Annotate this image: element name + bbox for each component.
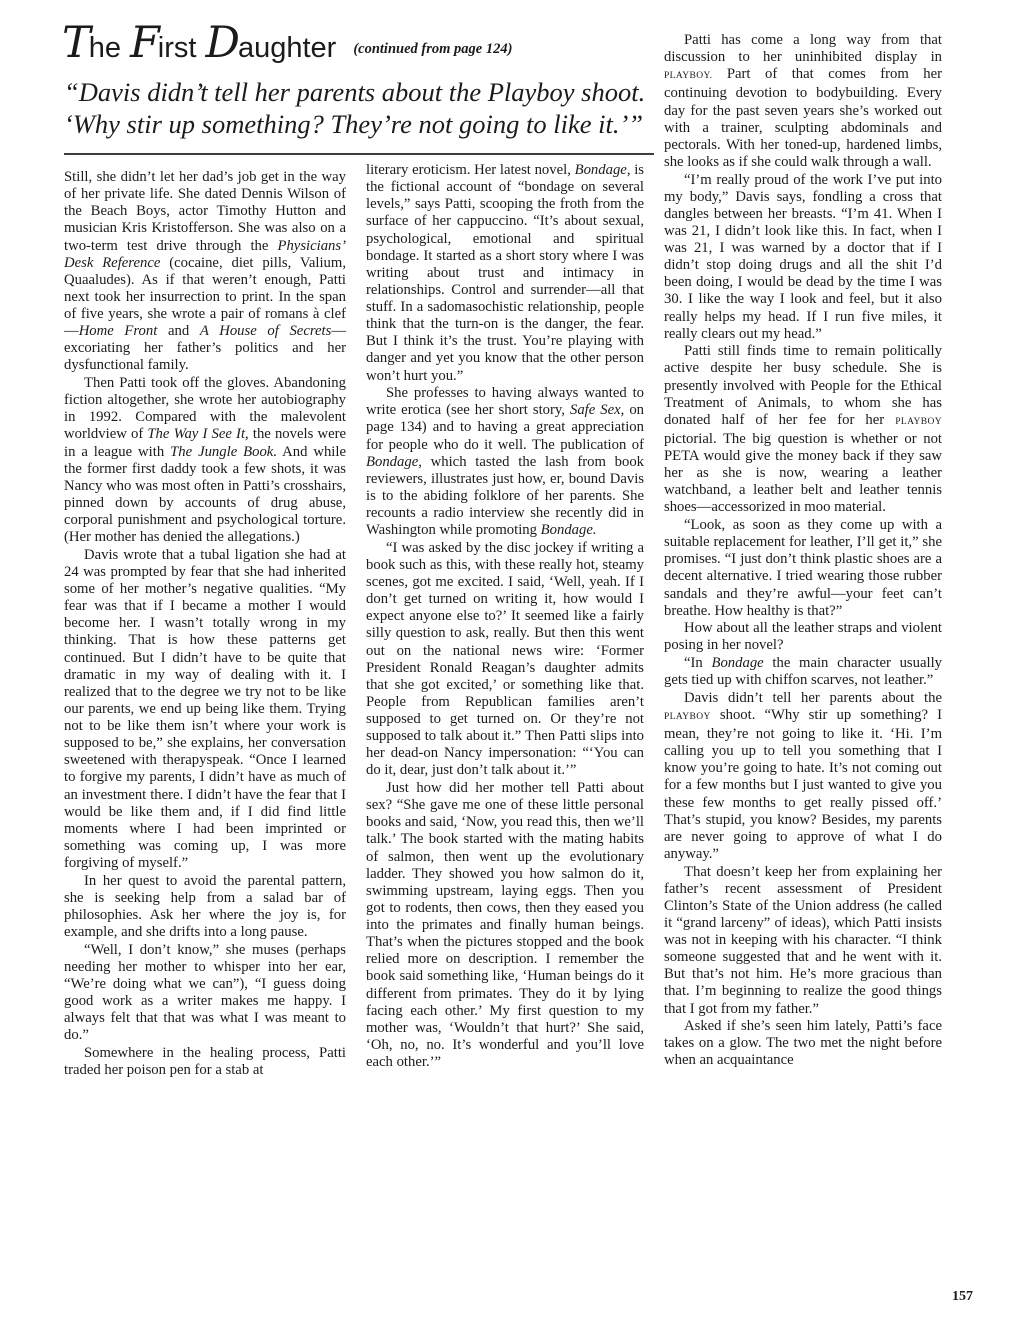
continued-note: (continued from page 124)	[353, 41, 513, 57]
paragraph: Then Patti took off the gloves. Abandoning fiction altogether, she wrote her autobiography in 1992. Compared with the malevolent worldview of The Way I See It, the novels were in a league with The Jungle Book. And while the former first daddy took a few shots, it was Nancy who was most often in Patti’s crosshairs, pinned down by accounts of drug abuse, corporal punishment and psychological torture. (Her mother has denied the allegations.)	[64, 375, 346, 546]
title-word-aughter: aughter	[237, 32, 337, 64]
column-3	[664, 32, 942, 1070]
article-title	[62, 18, 642, 68]
paragraph: “Well, I don’t know,” she muses (perhaps needing her mother to whisper into her ear, “We’re doing what we can”), “I guess doing good work as a writer makes me happy. I always felt that that was what I was meant to do.”	[64, 941, 346, 1044]
paragraph: “Look, as soon as they come up with a suitable replacement for leather, I’ll get it,” she promises. “I just don’t think plastic shoes are a decent alternative. I tried wearing those rubber sandals and they’re awful—your feet can’t breathe. How healthy is that?”	[664, 517, 942, 619]
paragraph: literary eroticism. Her latest novel, Bondage, is the fictional account of “bondage on several levels,” says Patti, scooping the froth from the surface of her cappuccino. “It’s about sexual, psychological, emotional and spiritual bondage. It started as a short story where I was writing about trust and intimacy in relationships. Control and surrender—all that stuff. In a sadomasochistic relationship, people think that the turn-on is the danger, the fear. But I think it’s the trust. You’re playing with danger and yet you know that the other person won’t hurt you.”	[366, 162, 645, 384]
title-initial-d: D	[205, 18, 240, 68]
paragraph: “I was asked by the disc jockey if writing a book such as this, with these really hot, steamy scenes, got me excited. I said, ‘Well, yeah. If I don’t get turned on writing it, how would I expect anyone else to?’ It seemed like a fairly silly question to ask, really. But then this went out on the national news wire: ‘Former President Ronald Reagan’s daughter admits that she got excited,’ or something like that. People from Republican families aren’t supposed to get turned on. Or they’re not supposed to talk about it.” Then Patti slips into her dead-on Nancy impersonation: “‘You can do it, dear, just don’t talk about it.’”	[366, 539, 644, 779]
paragraph: Just how did her mother tell Patti about sex? “She gave me one of these little personal books and said, ‘Now, you read this, then we’ll talk.’ The book started with the mating habits of salmon, then went up the evolutionary ladder. They showed you how salmon do it, swimming upstream, laying eggs. Then you got to rodents, then cows, then they eased you into the primates and finally human beings. That’s when the pictures stopped and the book relied more on description. I remember the book said something like, ‘Human beings do it different from primates. They do it by lying facing each other.’ My first question to my mother was, ‘Wouldn’t that hurt?’ She said, ‘Oh, no, no. It’s wonderful and you’ll love each other.’”	[366, 780, 644, 1070]
pull-quote-rule	[64, 153, 654, 155]
title-initial-t: T	[62, 18, 91, 68]
paragraph: Patti has come a long way from that discussion to her uninhibited display in PLAYBOY. Part of that comes from her continuing devotion to bodybuilding. Every day for the past seven years she’s worked out with a trainer, sculpting abdominals and pectorals. With her toned-up, hardened limbs, she looks as if she could walk through a wall.	[664, 32, 942, 170]
paragraph: Davis wrote that a tubal ligation she had at 24 was prompted by fear that she had inherited some of her mother’s negative qualities. “My fear was that if I became a mother I would become her. I wasn’t totally wrong in my thinking. That is how these patterns get continued. But I didn’t have to be quite that dramatic in my way of dealing with it. I realized that to the degree we try not to be like our parents, we end up being like them. Trying not to be like them isn’t where your work is supposed to be,” she explains, her conversation sweetened with therapyspeak. “Once I learned to forgive my parents, I didn’t have as much of an investment there. I didn’t have the fear that I would be like them and, if I did find little moments where I had been imprinted or something was coming up, I was more forgiving of myself.”	[64, 546, 346, 871]
title-initial-f: F	[129, 18, 160, 68]
title-word-irst: irst	[157, 32, 197, 64]
pull-quote: “Davis didn’t tell her parents about the Playboy shoot. ‘Why stir up something? They’re not going to like it.’”	[64, 77, 646, 139]
paragraph: How about all the leather straps and violent posing in her novel?	[664, 620, 942, 654]
column-1	[64, 169, 346, 1079]
paragraph: Still, she didn’t let her dad’s job get in the way of her private life. She dated Dennis Wilson of the Beach Boys, actor Timothy Hutton and musician Kris Kristofferson. She was also on a two-term test drive through the Physicians’ Desk Reference (cocaine, diet pills, Valium, Quaaludes). As if that weren’t enough, Patti next took her insurrection to print. In the span of five years, she wrote a pair of romans à clef—Home Front and A House of Secrets—excoriating her father’s politics and her dysfunctional family.	[64, 169, 347, 374]
paragraph: Somewhere in the healing process, Patti traded her poison pen for a stab at	[64, 1044, 346, 1078]
column-2	[366, 162, 644, 1071]
paragraph: That doesn’t keep her from explaining her father’s recent assessment of President Clinton’s State of the Union address (he called it “grand larceny” of ideas), which Patti insists was not in keeping with his character. “I think someone suggested that and he went with it. But that’s not him. He’s more gracious than that. I’m beginning to realize the good things that I got from my father.”	[664, 863, 942, 1017]
paragraph: In her quest to avoid the parental pattern, she is seeking help from a salad bar of philosophies. Ask her where the joy is, for example, and she drifts into a long pause.	[64, 872, 346, 940]
paragraph: Patti still finds time to remain politically active despite her busy schedule. She is presently involved with People for the Ethical Treatment of Animals, to whom she has donated half of her fee for her PLAYBOY pictorial. The big question is whether or not PETA would give the money back if they saw her as she is now, wearing a leather watchband, a leather belt and leather tennis shoes—accessorized in moo material.	[664, 343, 942, 516]
title-word-he: he	[88, 32, 121, 64]
paragraph: Davis didn’t tell her parents about the PLAYBOY shoot. “Why stir up something? I mean, they’re not going to like it. ‘Hi. I’m calling you up to tell you something that I know you’re going to hate. It’s not coming out for a few months but I just wanted to give you these few months to get really pissed off.’ That’s stupid, you know? Besides, my parents are never going to approve of what I do anyway.”	[664, 689, 942, 862]
paragraph: She professes to having always wanted to write erotica (see her short story, Safe Sex, on page 134) and to having a great appreciation for people who do it well. The publication of Bondage, which tasted the lash from book reviewers, illustrates just how, er, bound Davis is to the abiding folklore of her parents. She recounts a radio interview she recently did in Washington while promoting Bondage.	[366, 385, 645, 539]
paragraph: “I’m really proud of the work I’ve put into my body,” Davis says, fondling a cross that dangles between her breasts. “I’m 41. When I was 21, I didn’t look like this. In fact, when I was 21, I was warned by a doctor that if I didn’t stop doing drugs and all the shit I’d been doing, I would be dead by the time I was 30. I like the way I look and feel, but it also really helps my head. If I run five miles, it really clears out my head.”	[664, 171, 942, 342]
page-number: 157	[952, 1289, 973, 1304]
paragraph: Asked if she’s seen him lately, Patti’s face takes on a glow. The two met the night before when an acquaintance	[664, 1018, 942, 1069]
paragraph: “In Bondage the main character usually gets tied up with chiffon scarves, not leather.”	[664, 655, 943, 689]
